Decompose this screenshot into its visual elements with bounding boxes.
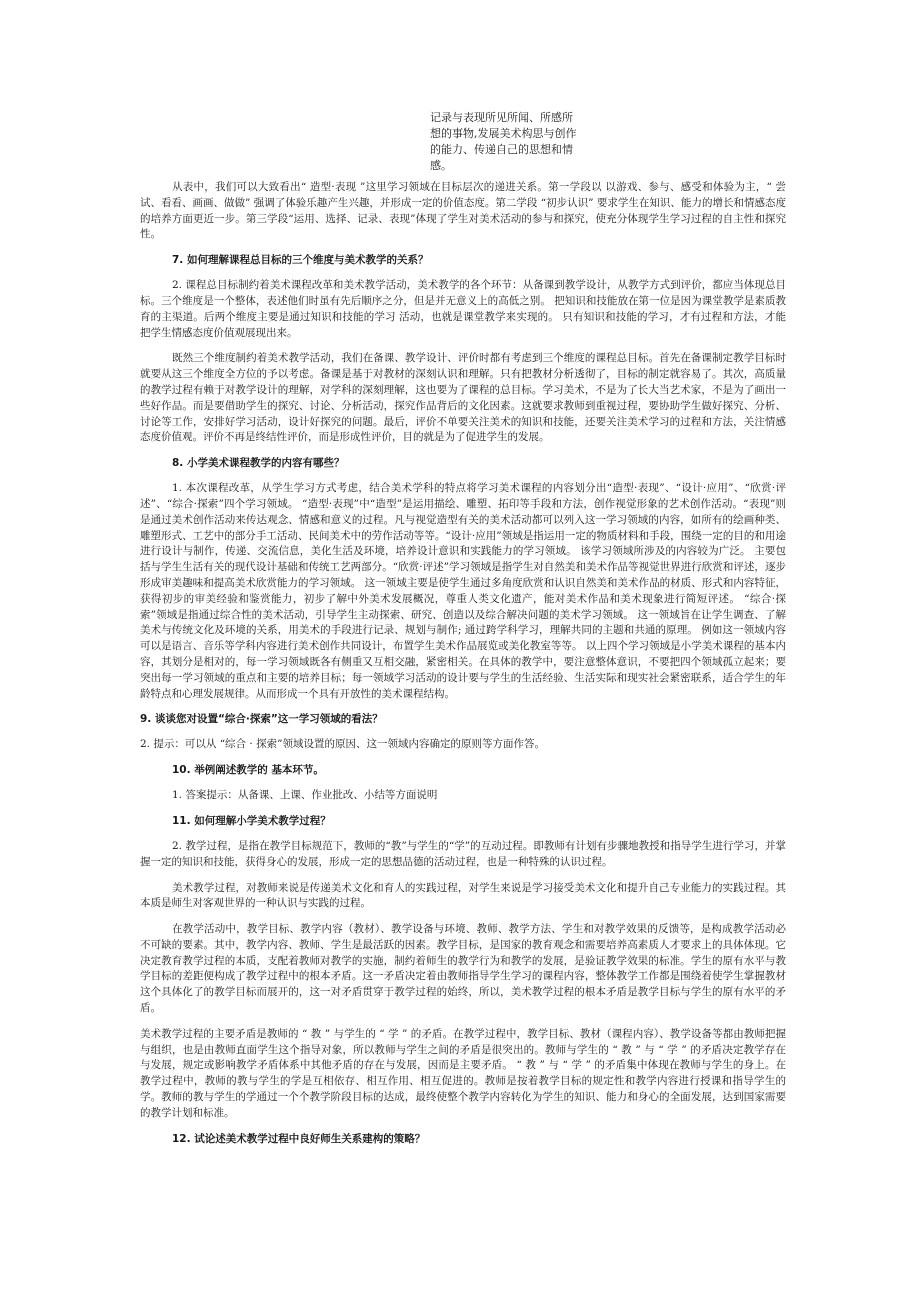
- question-8-heading: 8. 小学美术课程教学的内容有哪些？: [172, 457, 345, 470]
- question-9-answer-1: 2. 提示：可以从 “综合 · 探索”领域设置的原因、这一领域内容确定的原则等方面作答。: [140, 738, 545, 751]
- question-11-heading: 11. 如何理解小学美术教学过程？: [172, 814, 331, 827]
- paragraph-intro: 从表中，我们可以大致看出“ 造型·表现 ”这里学习领域在目标层次的递进关系。第一学段以 以游戏、参与、感受和体验为主，“ 尝试、看看、画画、做做” 强调了体验乐趣产生兴趣，并形成一定的价值态度。第二学段 “初步认识” 要求学生在知识、能力的增长和情感态度的培养方面更近一步。第三学段“运用、选择、记录、表现”体现了学生对美术活动的参与和探究，使充分体现学生学习过程的自主性和探究性。: [140, 181, 786, 241]
- question-10-heading: 10. 举例阐述教学的 基本环节。: [172, 764, 324, 777]
- question-7-heading: 7. 如何理解课程总目标的三个维度与美术教学的关系？: [172, 254, 429, 267]
- question-8-answer-1: 1. 本次课程改革，从学生学习方式考虑，结合美术学科的特点将学习美术课程的内容划分出“造型·表现”、“设计·应用”、“欣赏·评述”、“综合·探索”四个学习领域。 “造型·表现”中“造型”是运用描绘、雕塑、拓印等手段和方法，创作视觉形象的艺术创作活动。“表现”则是通过美术创作活动来传达观念、情感和意义的过程。凡与视觉造型有关的美术活动都可以列入这一学习领域的内容，如所有的绘画种类、雕塑形式、工艺中的部分手工活动、民间美术中的劳作活动等等。“设计·应用”领域是指运用一定的物质材料和手段，围绕一定的目的和用途进行设计与制作，传递、交流信息，美化生活及环境，培养设计意识和实践能力的学习领域。 该学习领域所涉及的内容较为广泛。 主要包括与学生生活有关的现代设计基础和传统工艺两部分。“欣赏·评述”学习领域是指学生对自然美和美术作品等视觉世界进行欣赏和评述，逐步形成审美趣味和提高美术欣赏能力的学习领域。 这一领域主要是使学生通过多角度欣赏和认识自然美和美术作品的材质、形式和内容特征，获得初步的审美经验和鉴赏能力，初步了解中外美术发展概况，尊重人类文化遗产，能对美术作品和美术现象进行简短评述。 “综合·探索”领域是指通过综合性的美术活动，引导学生主动探索、研究、创造以及综合解决问题的美术学习领域。 这一领域旨在让学生调查、了解美术与传统文化及环境的关系，用美术的手段进行记录、规划与制作; 通过跨学科学习，理解共同的主题和共通的原理。 例如这一领域内容可以是语言、音乐等学科内容进行美术创作共同设计，布置学生美术作品展览或美化教室等等。 以上四个学习领域是小学美术课程的基本内容，其划分是相对的，每一学习领域既各有侧重又互相交融，紧密相关。在具体的教学中，要注意整体意识，不要把四个领域孤立起来；要突出每一学习领域的重点和主要的培养目标；每一领域学习活动的设计要与学生的生活经验、生活实际和现实社会紧密联系，适合学生的年龄特点和心理发展规律。从而形成一个具有开放性的美术课程结构。: [140, 482, 786, 700]
- question-11-answer-2: 美术教学过程，对教师来说是传递美术文化和育人的实践过程，对学生来说是学习接受美术文化和提升自己专业能力的实践过程。其本质是师生对客观世界的一种认识与实践的过程。: [140, 881, 786, 910]
- document-body: [140, 180, 786, 1157]
- question-11-answer-1: 2. 教学过程，是指在教学目标规范下，教师的“教”与学生的“学”的互动过程。即教师有计划有步骤地教授和指导学生进行学习，并掌握一定的知识和技能，获得身心的发展，形成一定的思想品德的活动过程，也是一种特殊的认识过程。: [140, 839, 786, 868]
- question-12-heading: 12. 试论述美术教学过程中良好师生关系建构的策略？: [172, 1132, 426, 1145]
- question-7-answer-1: 2. 课程总目标制约着美术课程改革和美术教学活动，美术教学的各个环节：从备课到教学设计，从教学方式到评价，都应当体现总目标。三个维度是一个整体，表述他们时虽有先后顺序之分，但是并无意义上的高低之别。 把知识和技能放在第一位是因为课堂教学是素质教育的主渠道。后两个维度主要是通过知识和技能的学习 活动，也就是课堂教学来实现的。 只有知识和技能的学习，才有过程和方法，才能把学生情感态度价值观展现出来。: [140, 279, 786, 339]
- question-11-answer-4: 美术教学过程的主要矛盾是教师的 “ 教 ” 与学生的 “ 学 ” 的矛盾。在教学过程中，教学目标、教材（课程内容）、教学设备等都由教师把握与组织，也是由教师直面学生这个指导对象，所以教师与学生之间的矛盾是很突出的。教师与学生的 “ 教 ” 与 “ 学 ” 的矛盾决定教学存在与发展，规定或影响教学矛盾体系中其他矛盾的存在与发展，因而是主要矛盾。 “ 教 ” 与 “ 学 ” 的矛盾集中体现在教师与学生的身上。在教学过程中，教师的教与学生的学是互相依存、相互作用、相互促进的。教师是按着教学目标的规定性和教学内容进行授课和指导学生的学。教师的教与学生的学通过一个个教学阶段目标的达成，最终使整个教学内容转化为学生的知识、能力和身心的全面发展，达到国家需要的教学计划和标准。: [140, 1027, 786, 1119]
- question-9-heading: 9. 谈谈您对设置“综合·探索”这一学习领域的看法？: [140, 713, 383, 726]
- question-11-answer-3: 在教学活动中，教学目标、教学内容（教材）、教学设备与环境、教师、教学方法、学生和对教学效果的反馈等，是构成教学活动必不可缺的要素。其中，教学内容、教师、学生是最活跃的因素。教学目标，是国家的教育观念和需要培养高素质人才要求上的具体体现。它决定教育教学过程的本质，支配着教师对教学的实施，制约着师生的教学行为和教学的发展，是验证教学效果的标准。学生的原有水平与教学目标的差距便构成了教学过程中的根本矛盾。这一矛盾决定着由教师指导学生学习的课程内容，整体教学工作都是围绕着使学生掌握教材这个具体化了的教学目标而展开的，这一对矛盾贯穿于教学过程的始终，所以，美术教学过程的根本矛盾是教学目标与学生的原有水平的矛盾。: [140, 923, 786, 1015]
- table-cell-fragment: 记录与表现所见所闻、所感所想的事物,发展美术构思与创作的能力、传递自己的思想和情感。: [430, 111, 577, 172]
- question-10-answer-1: 1. 答案提示：从备课、上课、作业批改、小结等方面说明: [172, 789, 438, 802]
- question-7-answer-2: 既然三个维度制约着美术教学活动，我们在备课、教学设计、评价时都有考虑到三个维度的课程总目标。首先在备课制定教学目标时就要从这三个维度全方位的予以考虑。备课是基于对教材的深刻认识和理解。只有把教材分析透彻了，目标的制定就容易了。其次，高质量的教学过程有赖于对教学设计的理解，对学科的深刻理解，这也要为了课程的总目标。学习美术，不是为了长大当艺术家，不是为了画出一些好作品。而是要借助学生的探究、讨论、分析活动，探究作品背后的文化因素。这就要求教师到重视过程，要协助学生做好探究、分析、讨论等工作，安排好学习活动，设计好探究的问题。最后，评价不单要关注美术的知识和技能，还要关注美术学习的过程和方法，关注情感态度价值观。评价不再是终结性评价，而是形成性评价，目的就是为了促进学生的发展。: [140, 352, 786, 444]
